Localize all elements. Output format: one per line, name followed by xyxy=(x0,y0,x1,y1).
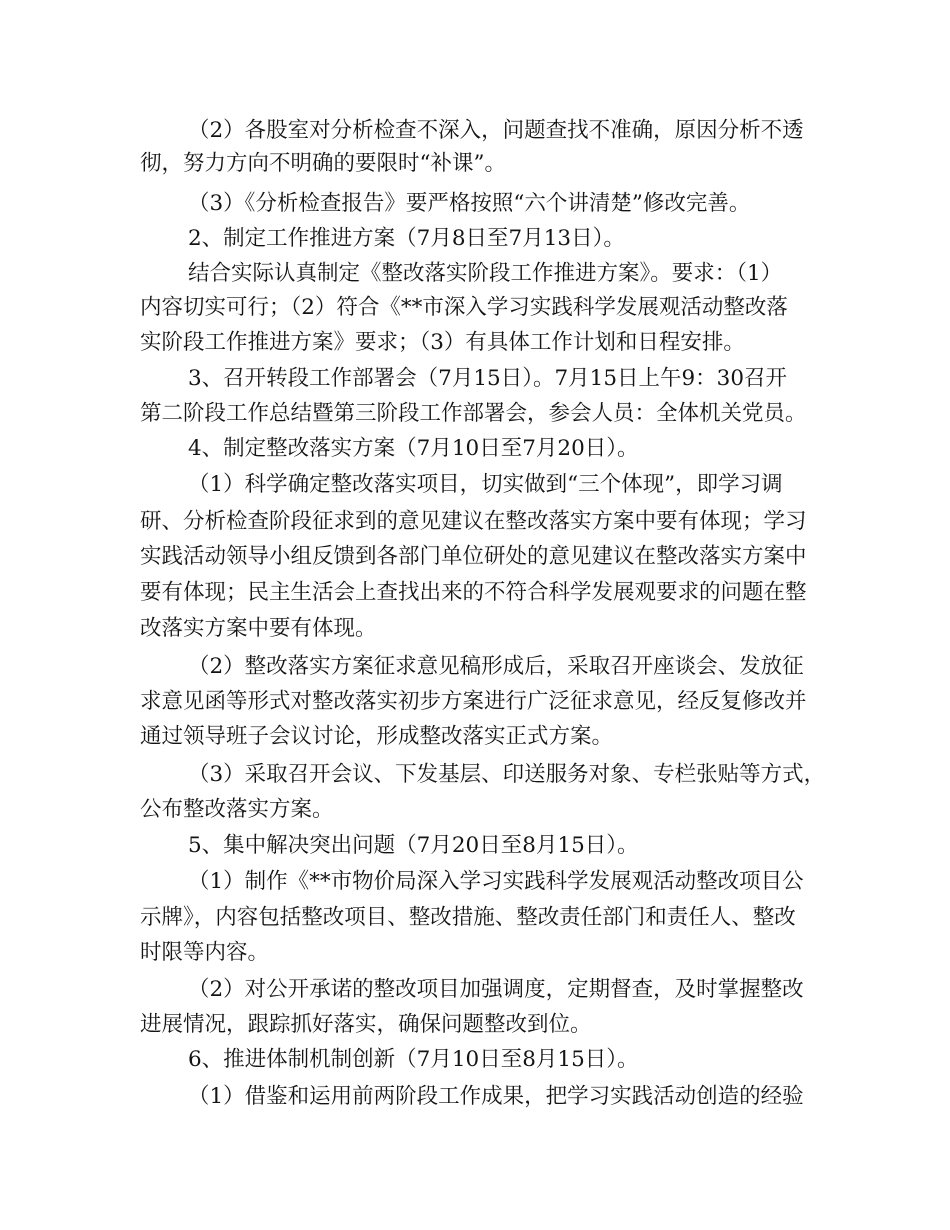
text-line: 示牌》，内容包括整改项目、整改措施、整改责任部门和责任人、整改 xyxy=(140,905,796,930)
text-line: （1）借鉴和运用前两阶段工作成果，把学习实践活动创造的经验 xyxy=(188,1084,804,1109)
text-line: （3）《分析检查报告》要严格按照“六个讲清楚”修改完善。 xyxy=(188,191,751,216)
text-line: 第二阶段工作总结暨第三阶段工作部署会，参会人员：全体机关党员。 xyxy=(140,401,807,426)
text-line: 公布整改落实方案。 xyxy=(140,797,334,822)
text-line: 实阶段工作推进方案》要求；（3）有具体工作计划和日程安排。 xyxy=(140,330,745,355)
text-line: 改落实方案中要有体现。 xyxy=(140,616,377,641)
text-line: 研、分析检查阶段征求到的意见建议在整改落实方案中要有体现；学习 xyxy=(140,509,807,534)
section-heading: 3、召开转段工作部署会（7月15日）。7月15日上午9：30召开 xyxy=(188,366,788,391)
section-heading: 4、制定整改落实方案（7月10日至7月20日）。 xyxy=(188,436,639,461)
text-line: 实践活动领导小组反馈到各部门单位研处的意见建议在整改落实方案中 xyxy=(140,544,807,569)
text-line: （3）采取召开会议、下发基层、印送服务对象、专栏张贴等方式， xyxy=(188,762,826,787)
text-line: 时限等内容。 xyxy=(140,940,270,965)
text-line: 要有体现；民主生活会上查找出来的不符合科学发展观要求的问题在整 xyxy=(140,580,807,605)
text-line: 结合实际认真制定《整改落实阶段工作推进方案》。要求：（1） xyxy=(188,261,783,286)
text-line: （2）对公开承诺的整改项目加强调度，定期督查，及时掌握整改 xyxy=(188,977,804,1002)
text-line: （1）制作《**市物价局深入学习实践科学发展观活动整改项目公 xyxy=(188,869,804,894)
text-line: 进展情况，跟踪抓好落实，确保问题整改到位。 xyxy=(140,1012,592,1037)
section-heading: 6、推进体制机制创新（7月10日至8月15日）。 xyxy=(188,1047,639,1072)
text-line: 彻，努力方向不明确的要限时“补课”。 xyxy=(140,151,506,176)
section-heading: 5、集中解决突出问题（7月20日至8月15日）。 xyxy=(188,833,639,858)
text-line: 内容切实可行；（2）符合《**市深入学习实践科学发展观活动整改落 xyxy=(140,295,788,320)
text-line: 求意见函等形式对整改落实初步方案进行广泛征求意见，经反复修改并 xyxy=(140,689,807,714)
text-line: （2）各股室对分析检查不深入，问题查找不准确，原因分析不透 xyxy=(188,118,804,143)
text-line: （1）科学确定整改落实项目，切实做到“三个体现”，即学习调 xyxy=(188,472,783,497)
text-line: 通过领导班子会议讨论，形成整改落实正式方案。 xyxy=(140,724,614,749)
section-heading: 2、制定工作推进方案（7月8日至7月13日）。 xyxy=(188,226,625,251)
text-line: （2）整改落实方案征求意见稿形成后，采取召开座谈会、发放征 xyxy=(188,654,804,679)
